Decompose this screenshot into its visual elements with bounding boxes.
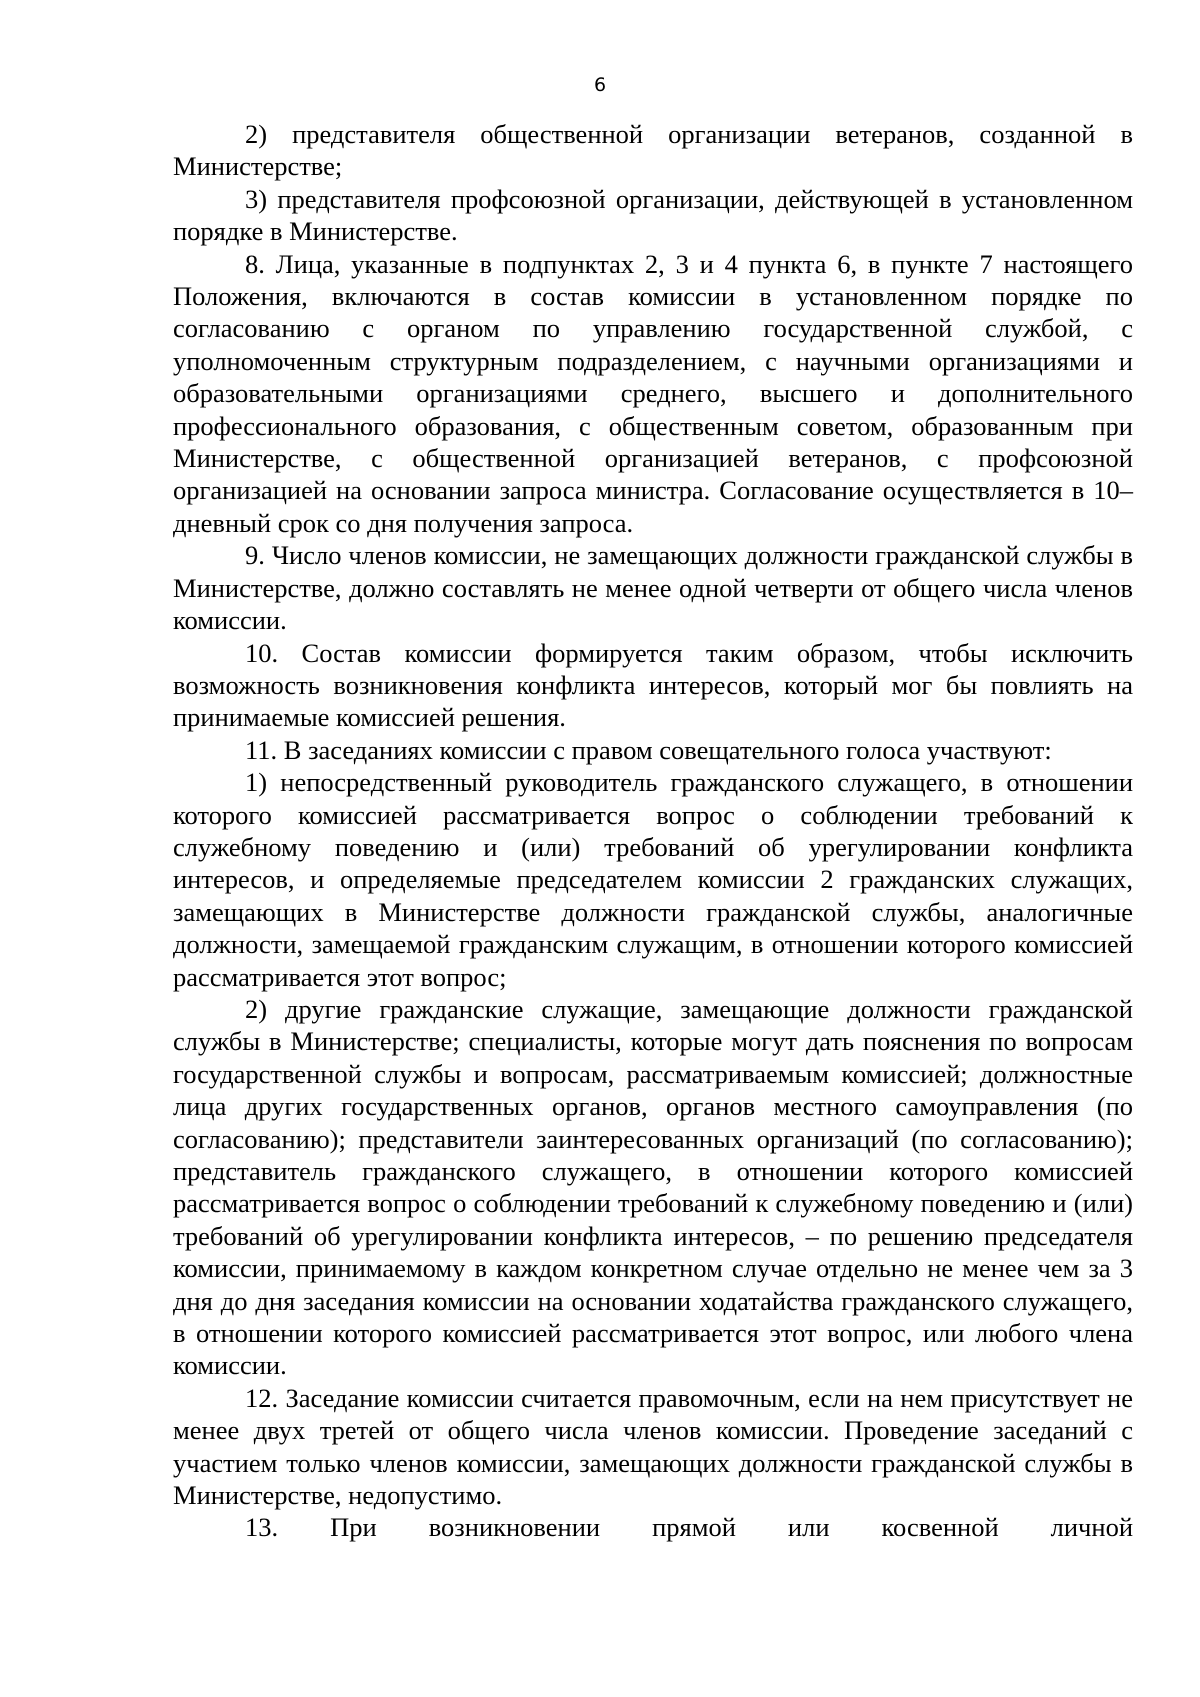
paragraph-10: 10. Состав комиссии формируется таким образом, чтобы исключить возможность возникновения конфликта интересов, который мог бы повлиять на принимаемые комиссией решения. [173, 637, 1133, 733]
paragraph-9: 9. Число членов комиссии, не замещающих должности гражданской службы в Министерстве, должно составлять не менее одной четверти от общего числа членов комиссии. [173, 540, 1133, 636]
paragraph-11: 11. В заседаниях комиссии с правом совещательного голоса участвуют: [245, 734, 1052, 765]
paragraph-13: 13. При возникновении прямой или косвенной личной [245, 1512, 1133, 1543]
paragraph-union-representative: 3) представителя профсоюзной организации, действующей в установленном порядке в Министерстве. [173, 183, 1133, 247]
paragraph-11-item-1: 1) непосредственный руководитель гражданского служащего, в отношении которого комиссией рассматривается вопрос о соблюдении требований к служебному поведению и (или) требований об урегулировании конфликта интересов, и определяемые председателем комиссии 2 гражданских служащих, замещающих в Министерстве должности гражданской службы, аналогичные должности, замещаемой гражданским служащим, в отношении которого комиссией рассматривается этот вопрос; [173, 767, 1133, 992]
document-body [173, 118, 1133, 1544]
paragraph-8: 8. Лица, указанные в подпунктах 2, 3 и 4 пункта 6, в пункте 7 настоящего Положения, включаются в состав комиссии в установленном порядке по согласованию с органом по управлению государственной службой, с уполномоченным структурным подразделением, с научными организациями и образовательными организациями среднего, высшего и дополнительного профессионального образования, с общественным советом, образованным при Министерстве, с общественной организацией ветеранов, с профсоюзной организацией на основании запроса министра. Согласование осуществляется в 10–дневный срок со дня получения запроса. [173, 248, 1133, 538]
paragraph-12: 12. Заседание комиссии считается правомочным, если на нем присутствует не менее двух третей от общего числа членов комиссии. Проведение заседаний с участием только членов комиссии, замещающих должности гражданской службы в Министерстве, недопустимо. [173, 1382, 1133, 1511]
page-number: 6 [593, 74, 607, 96]
paragraph-veterans-representative: 2) представителя общественной организации ветеранов, созданной в Министерстве; [173, 119, 1133, 182]
paragraph-11-item-2: 2) другие гражданские служащие, замещающие должности гражданской службы в Министерстве; специалисты, которые могут дать пояснения по вопросам государственной службы и вопросам, рассматриваемым комиссией; должностные лица других государственных органов, органов местного самоуправления (по согласованию); представители заинтересованных организаций (по согласованию); представитель гражданского служащего, в отношении которого комиссией рассматривается вопрос о соблюдении требований к служебному поведению и (или) требований об урегулировании конфликта интересов, – по решению председателя комиссии, принимаемому в каждом конкретном случае отдельно не менее чем за 3 дня до дня заседания комиссии на основании ходатайства гражданского служащего, в отношении которого комиссией рассматривается этот вопрос, или любого члена комиссии. [173, 993, 1133, 1381]
